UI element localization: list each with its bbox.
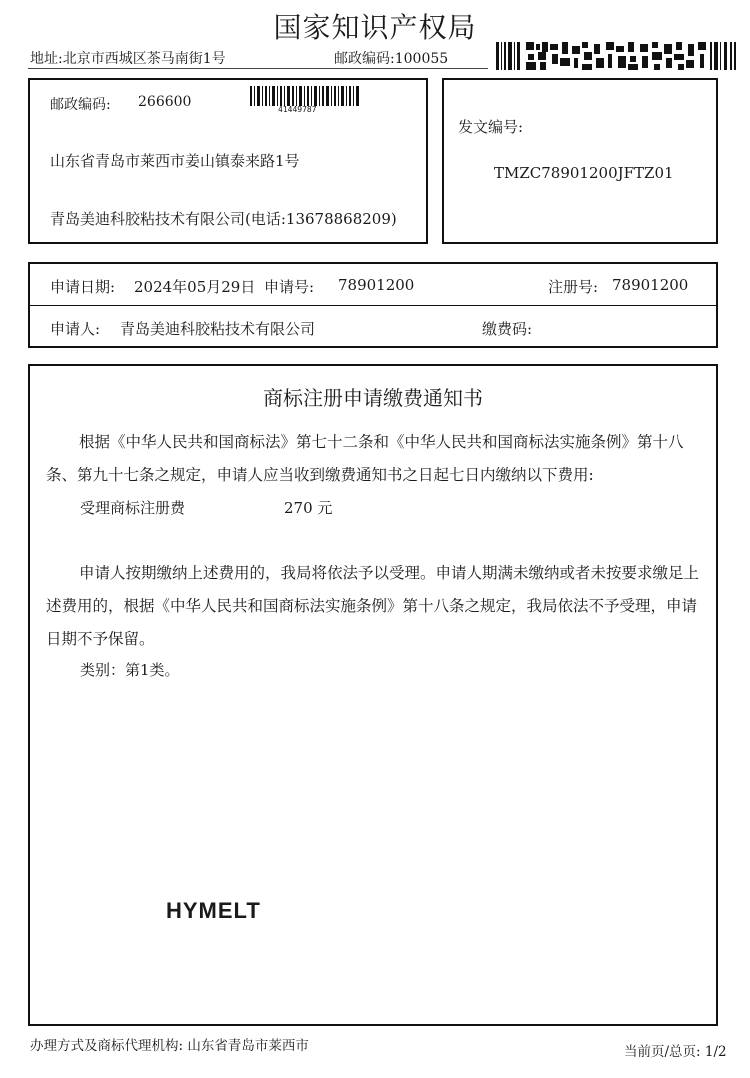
recipient-company-phone: 青岛美迪科胶粘技术有限公司(电话:13678868209) <box>50 210 397 228</box>
recipient-postcode: 266600 <box>138 94 192 110</box>
applicant-name: 青岛美迪科胶粘技术有限公司 <box>120 320 316 338</box>
header-underline <box>28 68 488 69</box>
application-number-label: 申请号: <box>264 278 315 296</box>
recipient-barcode-number: 41449787 <box>278 105 317 114</box>
trademark-text: HYMELT <box>166 898 261 923</box>
application-date-label: 申请日期: <box>50 278 116 296</box>
fee-amount: 270 元 <box>284 499 333 517</box>
info-row-divider <box>30 305 716 306</box>
agency-address: 地址:北京市西城区茶马南街1号 <box>30 51 226 67</box>
recipient-postcode-label: 邮政编码: <box>50 97 111 113</box>
notice-paragraph-2: 申请人按期缴纳上述费用的，我局将依法予以受理。申请人期满未缴纳或者未按要求缴足上述费用的，根据《中华人民共和国商标法实施条例》第十八条之规定，我局依法不予受理，申请日期不予保留。 <box>46 564 700 648</box>
qr-barcode-image <box>496 40 736 72</box>
notice-title: 商标注册申请缴费通知书 <box>263 386 483 410</box>
applicant-label: 申请人: <box>50 320 101 338</box>
recipient-barcode-image <box>250 86 360 106</box>
notice-paragraph-1: 根据《中华人民共和国商标法》第七十二条和《中华人民共和国商标法实施条例》第十八条、第九十七条之规定，申请人应当收到缴费通知书之日起七日内缴纳以下费用: <box>46 433 684 484</box>
page-indicator: 当前页/总页: 1/2 <box>624 1044 727 1060</box>
doc-number-box <box>442 78 718 244</box>
recipient-box <box>28 78 428 244</box>
agent-info: 办理方式及商标代理机构: 山东省青岛市莱西市 <box>30 1038 309 1054</box>
application-info-box <box>28 262 718 348</box>
registration-number-label: 注册号: <box>548 278 599 296</box>
doc-number-value: TMZC78901200JFTZ01 <box>494 164 674 182</box>
doc-number-label: 发文编号: <box>458 118 524 136</box>
agency-title: 国家知识产权局 <box>273 11 477 44</box>
trademark-category: 类别：第1类。 <box>80 661 180 679</box>
agency-postcode: 邮政编码:100055 <box>334 51 449 67</box>
registration-number: 78901200 <box>612 276 689 294</box>
fee-item-label: 受理商标注册费 <box>80 499 186 517</box>
application-number: 78901200 <box>338 276 415 294</box>
fee-code-label: 缴费码: <box>482 320 533 338</box>
recipient-address: 山东省青岛市莱西市姜山镇泰来路1号 <box>50 152 300 170</box>
application-date: 2024年05月29日 <box>134 278 256 296</box>
